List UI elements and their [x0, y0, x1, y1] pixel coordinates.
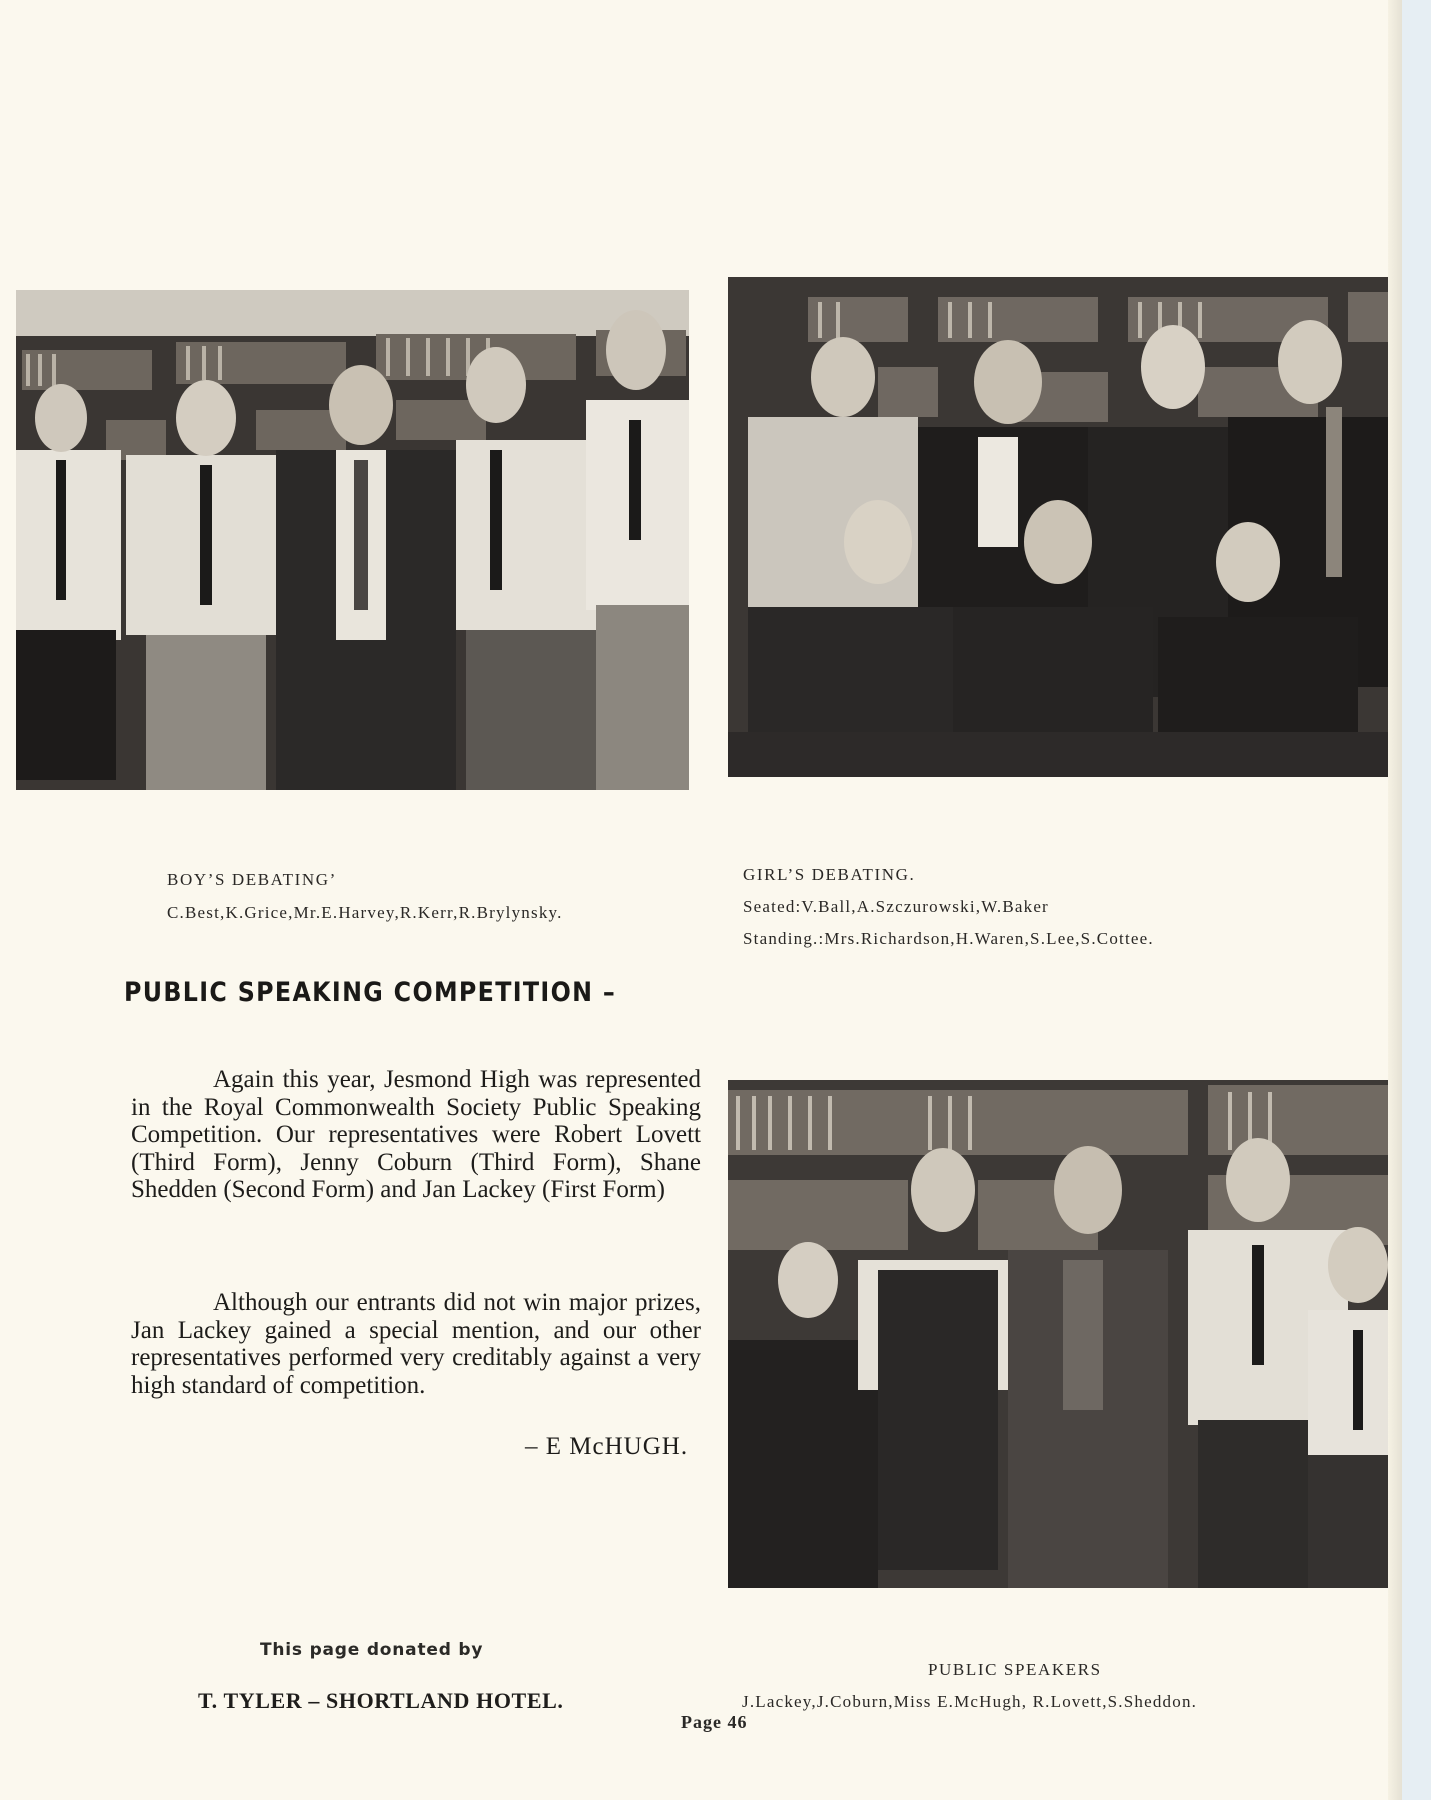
article-paragraph-2-text: Although our entrants did not win major prizes, Jan Lackey gained a special mention, and our other representatives performed very creditably against a very high standard of competition. [131, 1289, 701, 1399]
page-edge-shadow [1388, 0, 1402, 1800]
article-paragraph-1-text: Again this year, Jesmond High was represented in the Royal Commonwealth Society Public Speaking Competition. Our representatives were Robert Lovett (Third Form), Jenny Coburn (Third Form), Shane Shedden (Second Form) and Jan Lackey (First Form) [131, 1066, 701, 1203]
public-speakers-names: J.Lackey,J.Coburn,Miss E.McHugh, R.Lovett,S.Sheddon. [742, 1692, 1198, 1711]
page-number: Page 46 [681, 1712, 748, 1732]
girls-debating-title: GIRL’S DEBATING. [743, 865, 916, 884]
public-speakers-title: PUBLIC SPEAKERS [928, 1660, 1102, 1679]
boys-debating-photo [16, 290, 689, 790]
girls-debating-photo [728, 277, 1398, 777]
article-paragraph-2 [131, 1289, 701, 1399]
donated-by-label: This page donated by [260, 1640, 484, 1660]
article-signoff: – E McHUGH. [525, 1433, 689, 1460]
public-speakers-photo [728, 1080, 1400, 1588]
group-photo-icon [728, 277, 1398, 777]
sponsor-name: T. TYLER – SHORTLAND HOTEL. [198, 1688, 564, 1713]
article-heading: PUBLIC SPEAKING COMPETITION – [124, 977, 617, 1008]
girls-debating-seated: Seated:V.Ball,A.Szczurowski,W.Baker [743, 897, 1049, 916]
article-paragraph-1 [131, 1066, 701, 1204]
group-photo-icon [728, 1080, 1400, 1588]
girls-debating-standing: Standing.:Mrs.Richardson,H.Waren,S.Lee,S.Cottee. [743, 929, 1154, 948]
boys-debating-title: BOY’S DEBATING’ [167, 870, 337, 889]
group-photo-icon [16, 290, 689, 790]
boys-debating-names: C.Best,K.Grice,Mr.E.Harvey,R.Kerr,R.Brylynsky. [167, 903, 563, 922]
